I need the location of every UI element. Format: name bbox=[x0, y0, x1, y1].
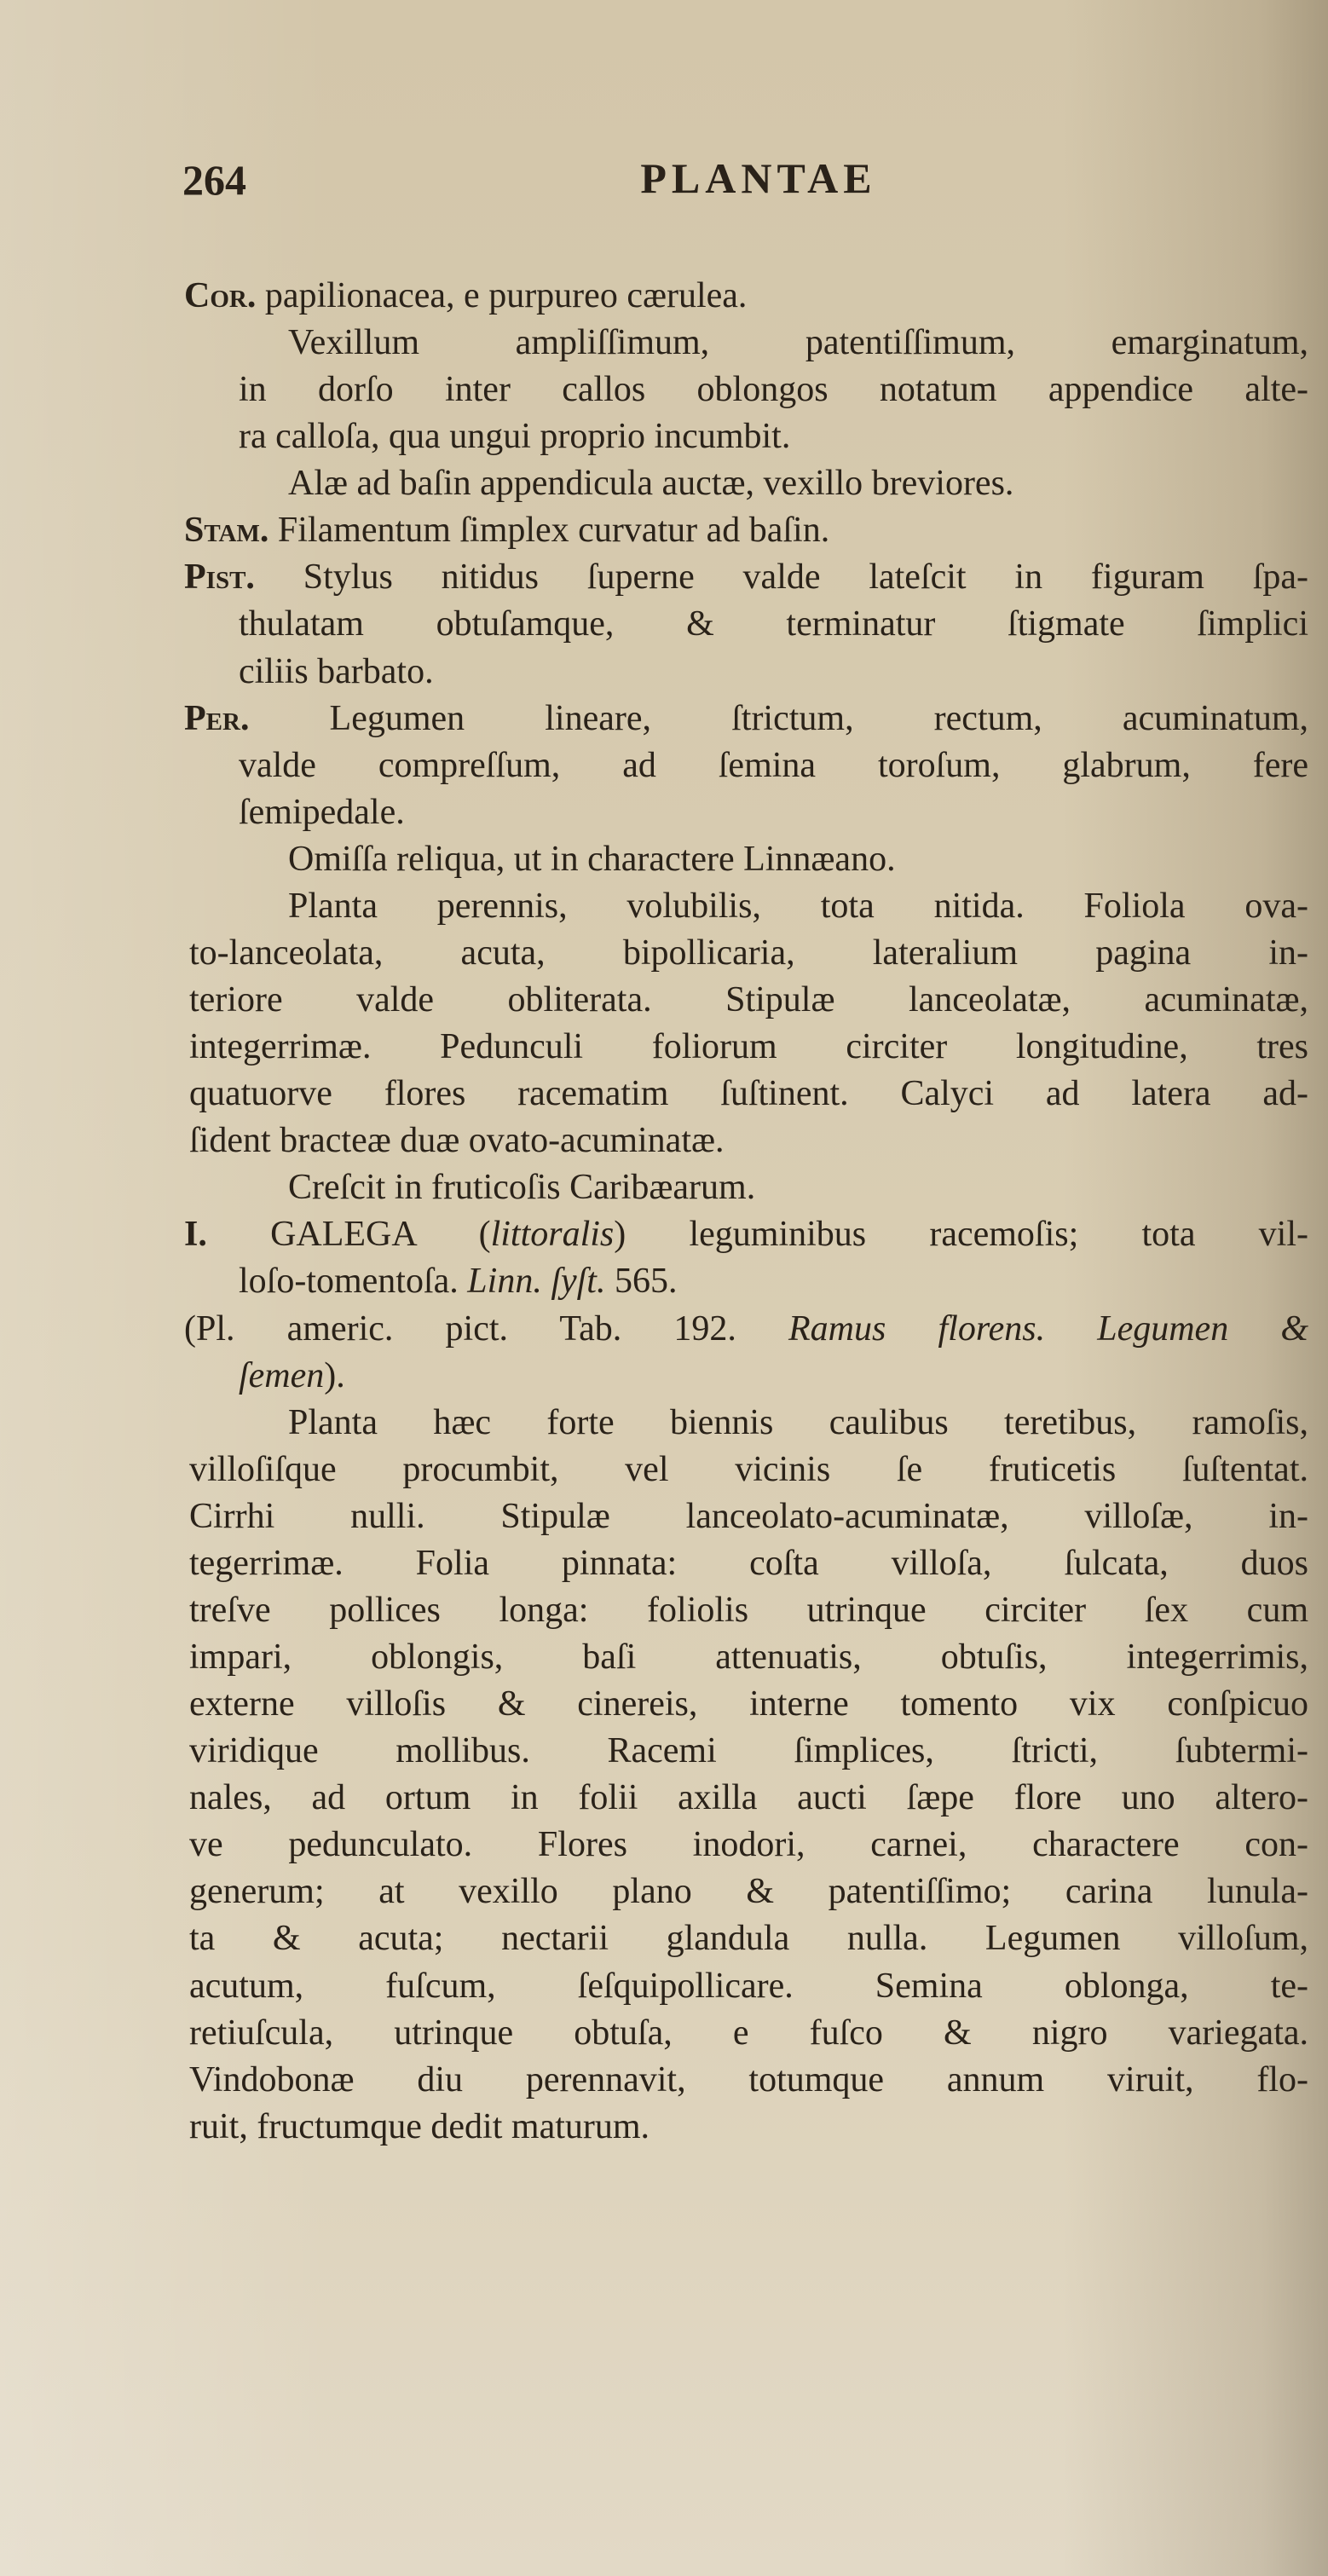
text-span: 565. bbox=[605, 1262, 678, 1302]
text-line bbox=[189, 1868, 1308, 1915]
text-line bbox=[189, 2056, 1308, 2104]
section-label: Pist. bbox=[184, 557, 255, 598]
text-line bbox=[288, 1399, 1308, 1447]
text-line bbox=[189, 929, 1308, 977]
text-line bbox=[239, 366, 1308, 413]
text-line bbox=[189, 1117, 1308, 1164]
text-line bbox=[184, 506, 1308, 554]
section-label: Stam. bbox=[184, 511, 269, 551]
text-span: valde compreſſum, ad ſemina toroſum, glabrum, fere bbox=[239, 745, 1308, 785]
text-line bbox=[288, 319, 1308, 367]
text-span: impari, oblongis, baſi attenuatis, obtuſis, integerrimis, bbox=[189, 1637, 1308, 1678]
text-span: villoſiſque procumbit, vel vicinis ſe fruticetis ſuſtentat. bbox=[189, 1449, 1308, 1489]
text-span: ra calloſa, qua ungui proprio incumbit. bbox=[239, 417, 791, 457]
text-span: externe villoſis & cinereis, interne tomento vix conſpicuo bbox=[189, 1684, 1308, 1724]
text-span: Cirrhi nulli. Stipulæ lanceolato-acuminatæ, villoſæ, in- bbox=[189, 1496, 1308, 1536]
text-span: Vindobonæ diu perennavit, totumque annum viruit, flo- bbox=[189, 2059, 1308, 2099]
text-span: to-lanceolata, acuta, bipollicaria, lateralium pagina in- bbox=[189, 933, 1308, 973]
text-line bbox=[288, 835, 1308, 883]
text-span: in dorſo inter callos oblongos notatum appendice alte- bbox=[239, 370, 1308, 410]
text-span: nales, ad ortum in folii axilla aucti ſæpe flore uno altero- bbox=[189, 1778, 1308, 1818]
section-label: Cor. bbox=[184, 276, 257, 315]
text-span: I. bbox=[184, 1215, 207, 1255]
italic-text: ſemen bbox=[239, 1355, 325, 1395]
text-span: (Pl. americ. pict. Tab. 192. bbox=[184, 1308, 789, 1349]
italic-text: littoralis bbox=[490, 1215, 615, 1255]
text-line bbox=[239, 413, 1308, 460]
text-line bbox=[189, 1962, 1308, 2010]
text-span: acutum, fuſcum, ſeſquipollicare. Semina oblonga, te- bbox=[189, 1966, 1308, 2006]
text-span: papilionacea, e purpureo cærulea. bbox=[256, 276, 748, 315]
text-span: Planta perennis, volubilis, tota nitida. Foliola ova- bbox=[288, 886, 1308, 926]
text-span: GALEGA ( bbox=[206, 1215, 491, 1255]
text-span: ) leguminibus racemoſis; tota vil- bbox=[614, 1215, 1308, 1255]
text-span: Legumen lineare, ſtrictum, rectum, acuminatum, bbox=[249, 698, 1308, 738]
text-line bbox=[239, 648, 1308, 696]
text-line bbox=[189, 2103, 1308, 2151]
text-line bbox=[239, 600, 1308, 648]
text-span: tegerrimæ. Folia pinnata: coſta villoſa, ſulcata, duos bbox=[189, 1543, 1308, 1583]
text-span: generum; at vexillo plano & patentiſſimo; carina lunula- bbox=[189, 1872, 1308, 1912]
text-span: loſo-tomentoſa. bbox=[239, 1262, 468, 1302]
text-line bbox=[288, 459, 1308, 507]
text-line bbox=[288, 1164, 1308, 1211]
text-line bbox=[239, 1352, 1308, 1400]
text-line bbox=[189, 1493, 1308, 1540]
text-line bbox=[189, 1821, 1308, 1868]
text-span: viridique mollibus. Racemi ſimplices, ſtricti, ſubtermi- bbox=[189, 1731, 1308, 1771]
text-span: Filamentum ſimplex curvatur ad baſin. bbox=[268, 511, 830, 551]
page-number: 264 bbox=[182, 156, 246, 204]
text-span: treſve pollices longa: foliolis utrinque circiter ſex cum bbox=[189, 1590, 1308, 1630]
text-line bbox=[239, 788, 1308, 836]
text-line bbox=[189, 1774, 1308, 1822]
text-line bbox=[189, 976, 1308, 1024]
text-span: quatuorve flores racematim ſuſtinent. Calyci ad latera ad- bbox=[189, 1074, 1308, 1114]
text-line bbox=[184, 1210, 1308, 1258]
text-line bbox=[239, 1257, 1308, 1305]
text-span: ſemipedale. bbox=[239, 792, 405, 832]
text-line bbox=[189, 1680, 1308, 1728]
text-span: integerrimæ. Pedunculi foliorum circiter longitudine, tres bbox=[189, 1027, 1308, 1067]
text-span: ſident bracteæ duæ ovato-acuminatæ. bbox=[189, 1121, 725, 1161]
italic-text: Ramus florens. Legumen & bbox=[788, 1308, 1308, 1349]
italic-text: Linn. ſyſt. bbox=[467, 1262, 606, 1302]
text-span: Creſcit in fruticoſis Caribæarum. bbox=[288, 1168, 756, 1208]
text-line bbox=[189, 1070, 1308, 1118]
text-span: Omiſſa reliqua, ut in charactere Linnæano. bbox=[288, 839, 896, 879]
text-line bbox=[189, 1915, 1308, 1962]
text-line bbox=[189, 1446, 1308, 1493]
text-span: ). bbox=[324, 1355, 345, 1395]
text-line bbox=[189, 1633, 1308, 1681]
text-line bbox=[189, 2009, 1308, 2057]
text-line bbox=[189, 1023, 1308, 1071]
text-line bbox=[184, 272, 1308, 320]
text-span: ciliis barbato. bbox=[239, 651, 434, 691]
text-span: Stylus nitidus ſuperne valde lateſcit in figuram ſpa- bbox=[254, 557, 1308, 598]
text-span: Vexillum ampliſſimum, patentiſſimum, emarginatum, bbox=[288, 323, 1308, 363]
text-span: ve pedunculato. Flores inodori, carnei, charactere con- bbox=[189, 1825, 1308, 1865]
text-span: Planta hæc forte biennis caulibus teretibus, ramoſis, bbox=[288, 1402, 1308, 1442]
text-line bbox=[239, 742, 1308, 789]
section-label: Per. bbox=[184, 698, 250, 738]
text-line bbox=[189, 1727, 1308, 1775]
text-line bbox=[184, 1305, 1308, 1353]
text-span: retiuſcula, utrinque obtuſa, e fuſco & nigro variegata. bbox=[189, 2013, 1308, 2053]
text-line bbox=[288, 882, 1308, 930]
running-title: PLANTAE bbox=[640, 154, 877, 202]
text-line bbox=[189, 1539, 1308, 1587]
text-span: teriore valde obliterata. Stipulæ lanceolatæ, acuminatæ, bbox=[189, 980, 1308, 1020]
text-span: ta & acuta; nectarii glandula nulla. Legumen villoſum, bbox=[189, 1919, 1308, 1959]
text-span: thulatam obtuſamque, & terminatur ſtigmate ſimplici bbox=[239, 604, 1308, 644]
text-span: ruit, fructumque dedit maturum. bbox=[189, 2106, 650, 2146]
text-line bbox=[189, 1586, 1308, 1634]
text-line bbox=[184, 695, 1308, 742]
text-line bbox=[184, 553, 1308, 601]
text-span: Alæ ad baſin appendicula auctæ, vexillo breviores. bbox=[288, 464, 1014, 504]
